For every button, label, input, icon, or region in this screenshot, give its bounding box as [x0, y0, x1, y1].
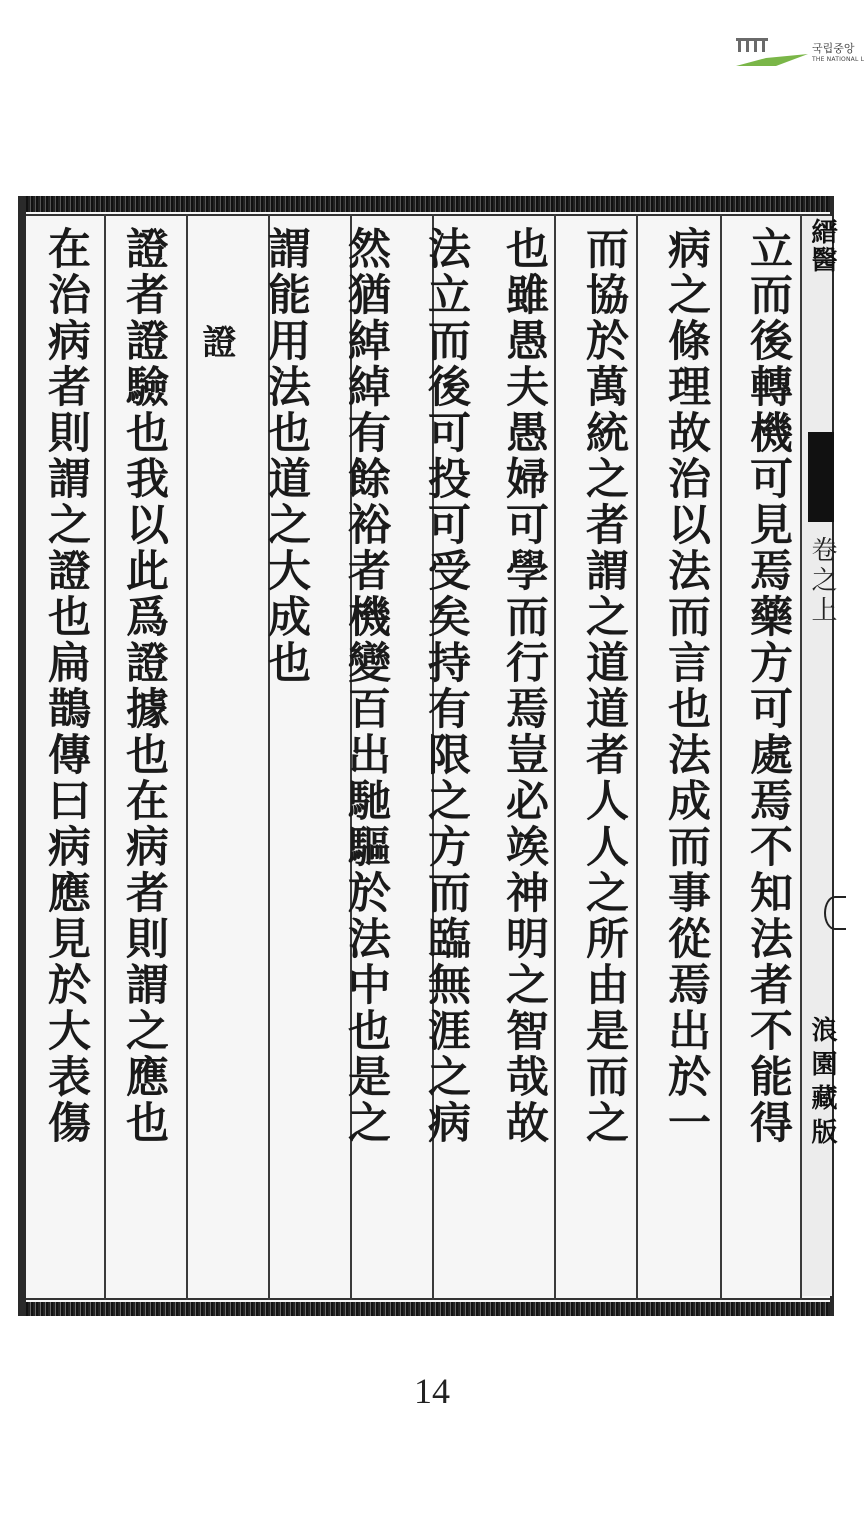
scanned-page [18, 196, 837, 1316]
logo-text: 국립중앙 [812, 42, 855, 55]
page-border-bottom [18, 1302, 834, 1316]
text-column-5: 法立而後可投可受矣持有限之方而臨無涯之病 [421, 226, 471, 1146]
side-fish-mark-icon [824, 896, 846, 930]
column-rule [104, 214, 106, 1300]
text-column-3: 而協於萬統之者謂之道道者人人之所由是而之 [579, 226, 629, 1146]
column-rule [636, 214, 638, 1300]
text-column-2: 病之條理故治以法而言也法成而事從焉出於一 [661, 226, 711, 1146]
inner-rule-bottom [26, 1298, 830, 1300]
side-volume-label: 卷之上 [807, 536, 837, 626]
column-rule [800, 214, 802, 1300]
side-book-title: 縉醫 [807, 218, 837, 274]
page-number: 14 [414, 1371, 450, 1411]
text-column-4: 也雖愚夫愚婦可學而行焉豈必竢神明之智哉故 [499, 226, 549, 1146]
logo-swoosh-icon [736, 54, 808, 66]
text-column-7: 謂能用法也道之大成也 [261, 226, 311, 686]
section-heading: 證 [196, 324, 236, 361]
text-column-8: 證者證驗也我以此爲證據也在病者則謂之應也 [119, 226, 169, 1146]
side-publisher-label: 浪園藏版 [807, 1016, 837, 1152]
text-column-9: 在治病者則謂之證也扁鵲傳曰病應見於大表傷 [41, 226, 91, 1146]
column-rule [720, 214, 722, 1300]
page-border-left [18, 196, 26, 1316]
page-border-top [18, 196, 834, 212]
inner-rule-top [26, 214, 830, 216]
side-fish-tail-block [808, 432, 834, 522]
text-column-6: 然猶綽綽有餘裕者機變百出馳驅於法中也是之 [341, 226, 391, 1146]
text-column-1: 立而後轉機可見焉藥方可處焉不知法者不能得 [743, 226, 793, 1146]
logo-subtext: THE NATIONAL L [812, 56, 864, 63]
library-logo [736, 36, 864, 70]
